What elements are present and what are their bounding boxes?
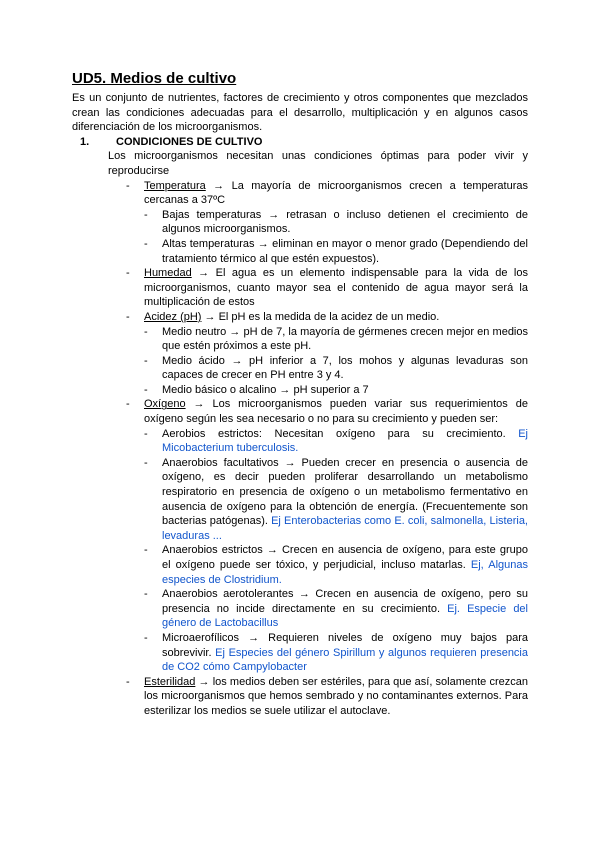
text-temperatura: → La mayoría de microorganismos crecen a temperaturas cercanas a 37ºC — [144, 179, 528, 207]
item-text: Anaerobios aerotolerantes → Crecen en ausencia de oxígeno, pero su presencia no incide directamente en su crecimiento. — [162, 588, 528, 615]
text-oxigeno: → Los microorganismos pueden variar sus requerimientos de oxígeno según les sea necesario o no para su crecimiento y pueden ser: — [144, 398, 528, 426]
intro-paragraph: Es un conjunto de nutrientes, factores de crecimiento y otros componentes que mezclados crean las condiciones adecuadas para el desarrollo, multiplicación y en algunos casos diferenciación de los microorganismos. — [72, 92, 528, 134]
temperatura-sublist — [144, 208, 528, 266]
item-text: Microaerofílicos → Requieren niveles de oxígeno muy bajos para sobrevivir. — [162, 631, 528, 659]
term-esterilidad: Esterilidad — [144, 675, 196, 688]
list-item: - Medio básico o alcalino → pH superior a 7 — [144, 383, 528, 398]
list-item: - Medio neutro → pH de 7, la mayoría de gérmenes crecen mejor en medios que estén próximos a este pH. — [144, 325, 528, 354]
list-item — [144, 587, 528, 631]
text-humedad: → El agua es un elemento indispensable para la vida de los microorganismos, cuanto mayor sea el contenido de agua mayor será la multiplicación de estos — [144, 267, 528, 309]
term-oxigeno: Oxígeno — [144, 398, 186, 411]
example-text: Ej Especies del género Spirillum y algunos requieren presencia de CO2 cómo Campylobacter — [162, 646, 528, 674]
acidez-sublist — [144, 325, 528, 398]
item-text: Anaerobios estrictos → Crecen en ausencia de oxígeno, para este grupo el oxígeno puede ser tóxico, y perjudicial, incluso matarlas. — [162, 544, 528, 571]
term-humedad: Humedad — [144, 267, 192, 280]
text-esterilidad: → los medios deben ser estériles, para que así, solamente crezcan los microorganismos que hemos sembrado y no contaminantes externos. Para esterilizar los medios se suele utilizar el autoclave. — [144, 675, 528, 717]
section-heading — [72, 135, 528, 150]
list-item — [144, 631, 528, 675]
item-text: Anaerobios facultativos → Pueden crecer en presencia o ausencia de oxígeno, es decir pueden proliferar desarrollando un metabolismo respiratorio en presencia de oxígeno o un metabolismo fermentativo en ausencia de oxígeno para la obtención de energía. (Frecuentemente son bacterias patógenas). — [162, 456, 528, 528]
oxigeno-sublist — [144, 427, 528, 675]
section-number: 1. — [80, 135, 90, 148]
example-text: Ej, Algunas especies de Clostridium. — [162, 559, 528, 586]
list-item — [144, 543, 528, 587]
example-text: Ej Enterobacterias como E. coli, salmonella, Listeria, levaduras ... — [162, 515, 528, 542]
example-text: Ej. Especie del género de Lactobacillus — [162, 602, 528, 630]
list-item-esterilidad — [108, 675, 528, 719]
list-item — [144, 456, 528, 544]
list-item — [144, 427, 528, 456]
example-text: Ej Micobacterium tuberculosis. — [162, 427, 528, 455]
list-item-oxigeno — [108, 397, 528, 674]
document-page — [72, 70, 528, 719]
text-acidez: → El pH es la medida de la acidez de un medio. — [201, 310, 440, 323]
list-item: - Medio ácido → pH inferior a 7, los mohos y algunas levaduras son capaces de crecer en PH entre 3 y 4. — [144, 354, 528, 383]
list-item-temperatura — [108, 179, 528, 267]
list-item-humedad — [108, 266, 528, 310]
list-item-acidez — [108, 310, 528, 398]
item-text: Aerobios estrictos: Necesitan oxígeno para su crecimiento. — [162, 427, 519, 440]
document-title: UD5. Medios de cultivo — [72, 70, 237, 87]
conditions-list — [108, 179, 528, 719]
list-item: - Altas temperaturas → eliminan en mayor o menor grado (Dependiendo del tratamiento térmico al que estén expuestos). — [144, 237, 528, 266]
term-acidez: Acidez (pH) — [144, 310, 202, 323]
term-temperatura: Temperatura — [144, 179, 206, 192]
section-lead: Los microorganismos necesitan unas condiciones óptimas para poder vivir y reproducirse — [108, 150, 528, 177]
list-item: - Bajas temperaturas → retrasan o incluso detienen el crecimiento de algunos microorganismos. — [144, 208, 528, 237]
section-body — [108, 149, 528, 718]
section-title: CONDICIONES DE CULTIVO — [116, 135, 263, 148]
